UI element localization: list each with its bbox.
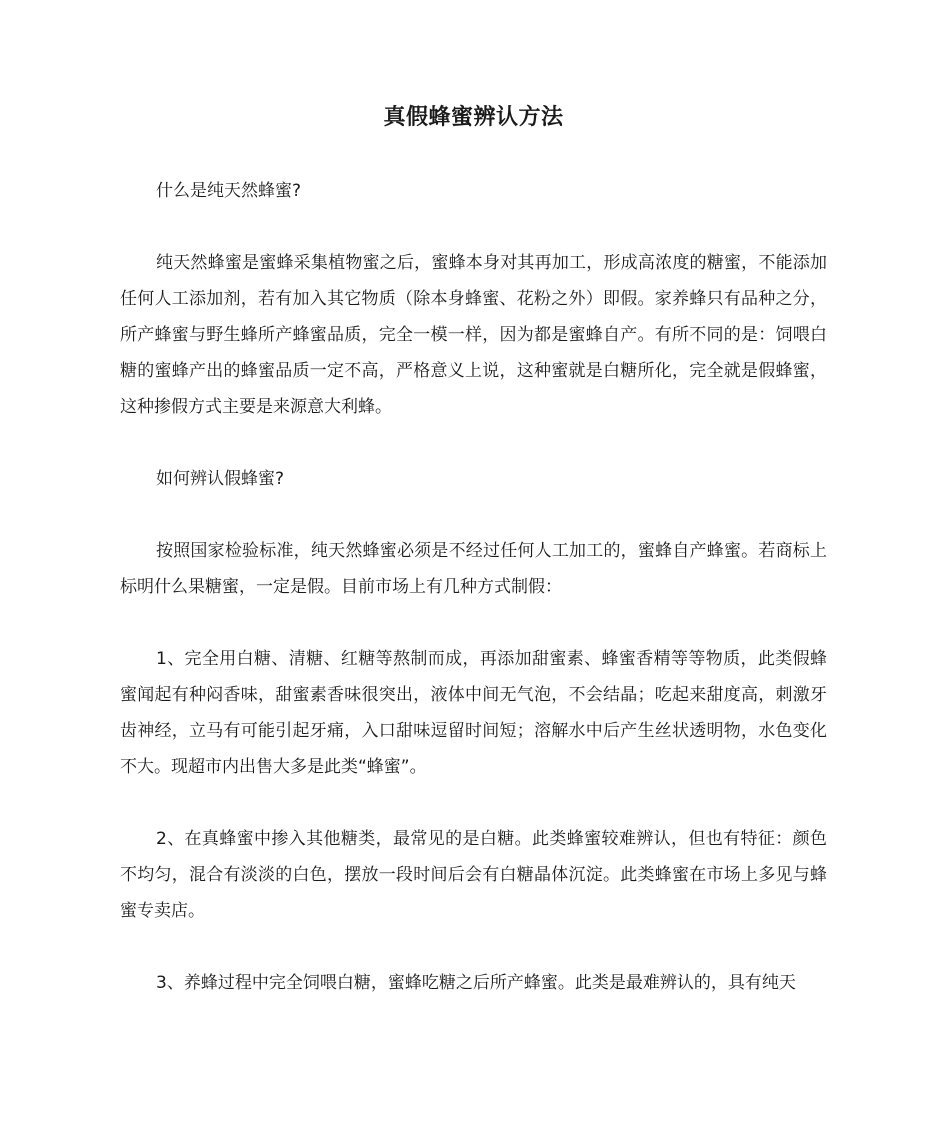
- paragraph-method-1: 1、完全用白糖、清糖、红糖等熬制而成，再添加甜蜜素、蜂蜜香精等等物质，此类假蜂蜜闻起有种闷香味，甜蜜素香味很突出，液体中间无气泡，不会结晶；吃起来甜度高，刺激牙齿神经，立马有可能引起牙痛，入口甜味逗留时间短；溶解水中后产生丝状透明物，水色变化不大。现超市内出售大多是此类“蜂蜜”。: [120, 649, 827, 777]
- paragraph-method-2: 2、在真蜂蜜中掺入其他糖类，最常见的是白糖。此类蜂蜜较难辨认，但也有特征：颜色不均匀，混合有淡淡的白色，摆放一段时间后会有白糖晶体沉淀。此类蜂蜜在市场上多见与蜂蜜专卖店。: [120, 829, 827, 921]
- document-title: 真假蜂蜜辨认方法: [383, 105, 564, 130]
- paragraph-inspection-standard: 按照国家检验标准，纯天然蜂蜜必须是不经过任何人工加工的，蜜蜂自产蜂蜜。若商标上标明什么果糖蜜，一定是假。目前市场上有几种方式制假：: [120, 541, 827, 597]
- paragraph-method-3: 3、养蜂过程中完全饲喂白糖，蜜蜂吃糖之后所产蜂蜜。此类是最难辨认的，具有纯天: [156, 973, 796, 993]
- section-heading-what-is-natural-honey: 什么是纯天然蜂蜜?: [156, 181, 302, 201]
- section-heading-how-to-identify-fake-honey: 如何辨认假蜂蜜?: [156, 469, 285, 489]
- paragraph-natural-honey-definition: 纯天然蜂蜜是蜜蜂采集植物蜜之后，蜜蜂本身对其再加工，形成高浓度的糖蜜，不能添加任何人工添加剂，若有加入其它物质（除本身蜂蜜、花粉之外）即假。家养蜂只有品种之分，所产蜂蜜与野生蜂所产蜂蜜品质，完全一模一样，因为都是蜜蜂自产。有所不同的是：饲喂白糖的蜜蜂产出的蜂蜜品质一定不高，严格意义上说，这种蜜就是白糖所化，完全就是假蜂蜜，这种掺假方式主要是来源意大利蜂。: [120, 253, 827, 417]
